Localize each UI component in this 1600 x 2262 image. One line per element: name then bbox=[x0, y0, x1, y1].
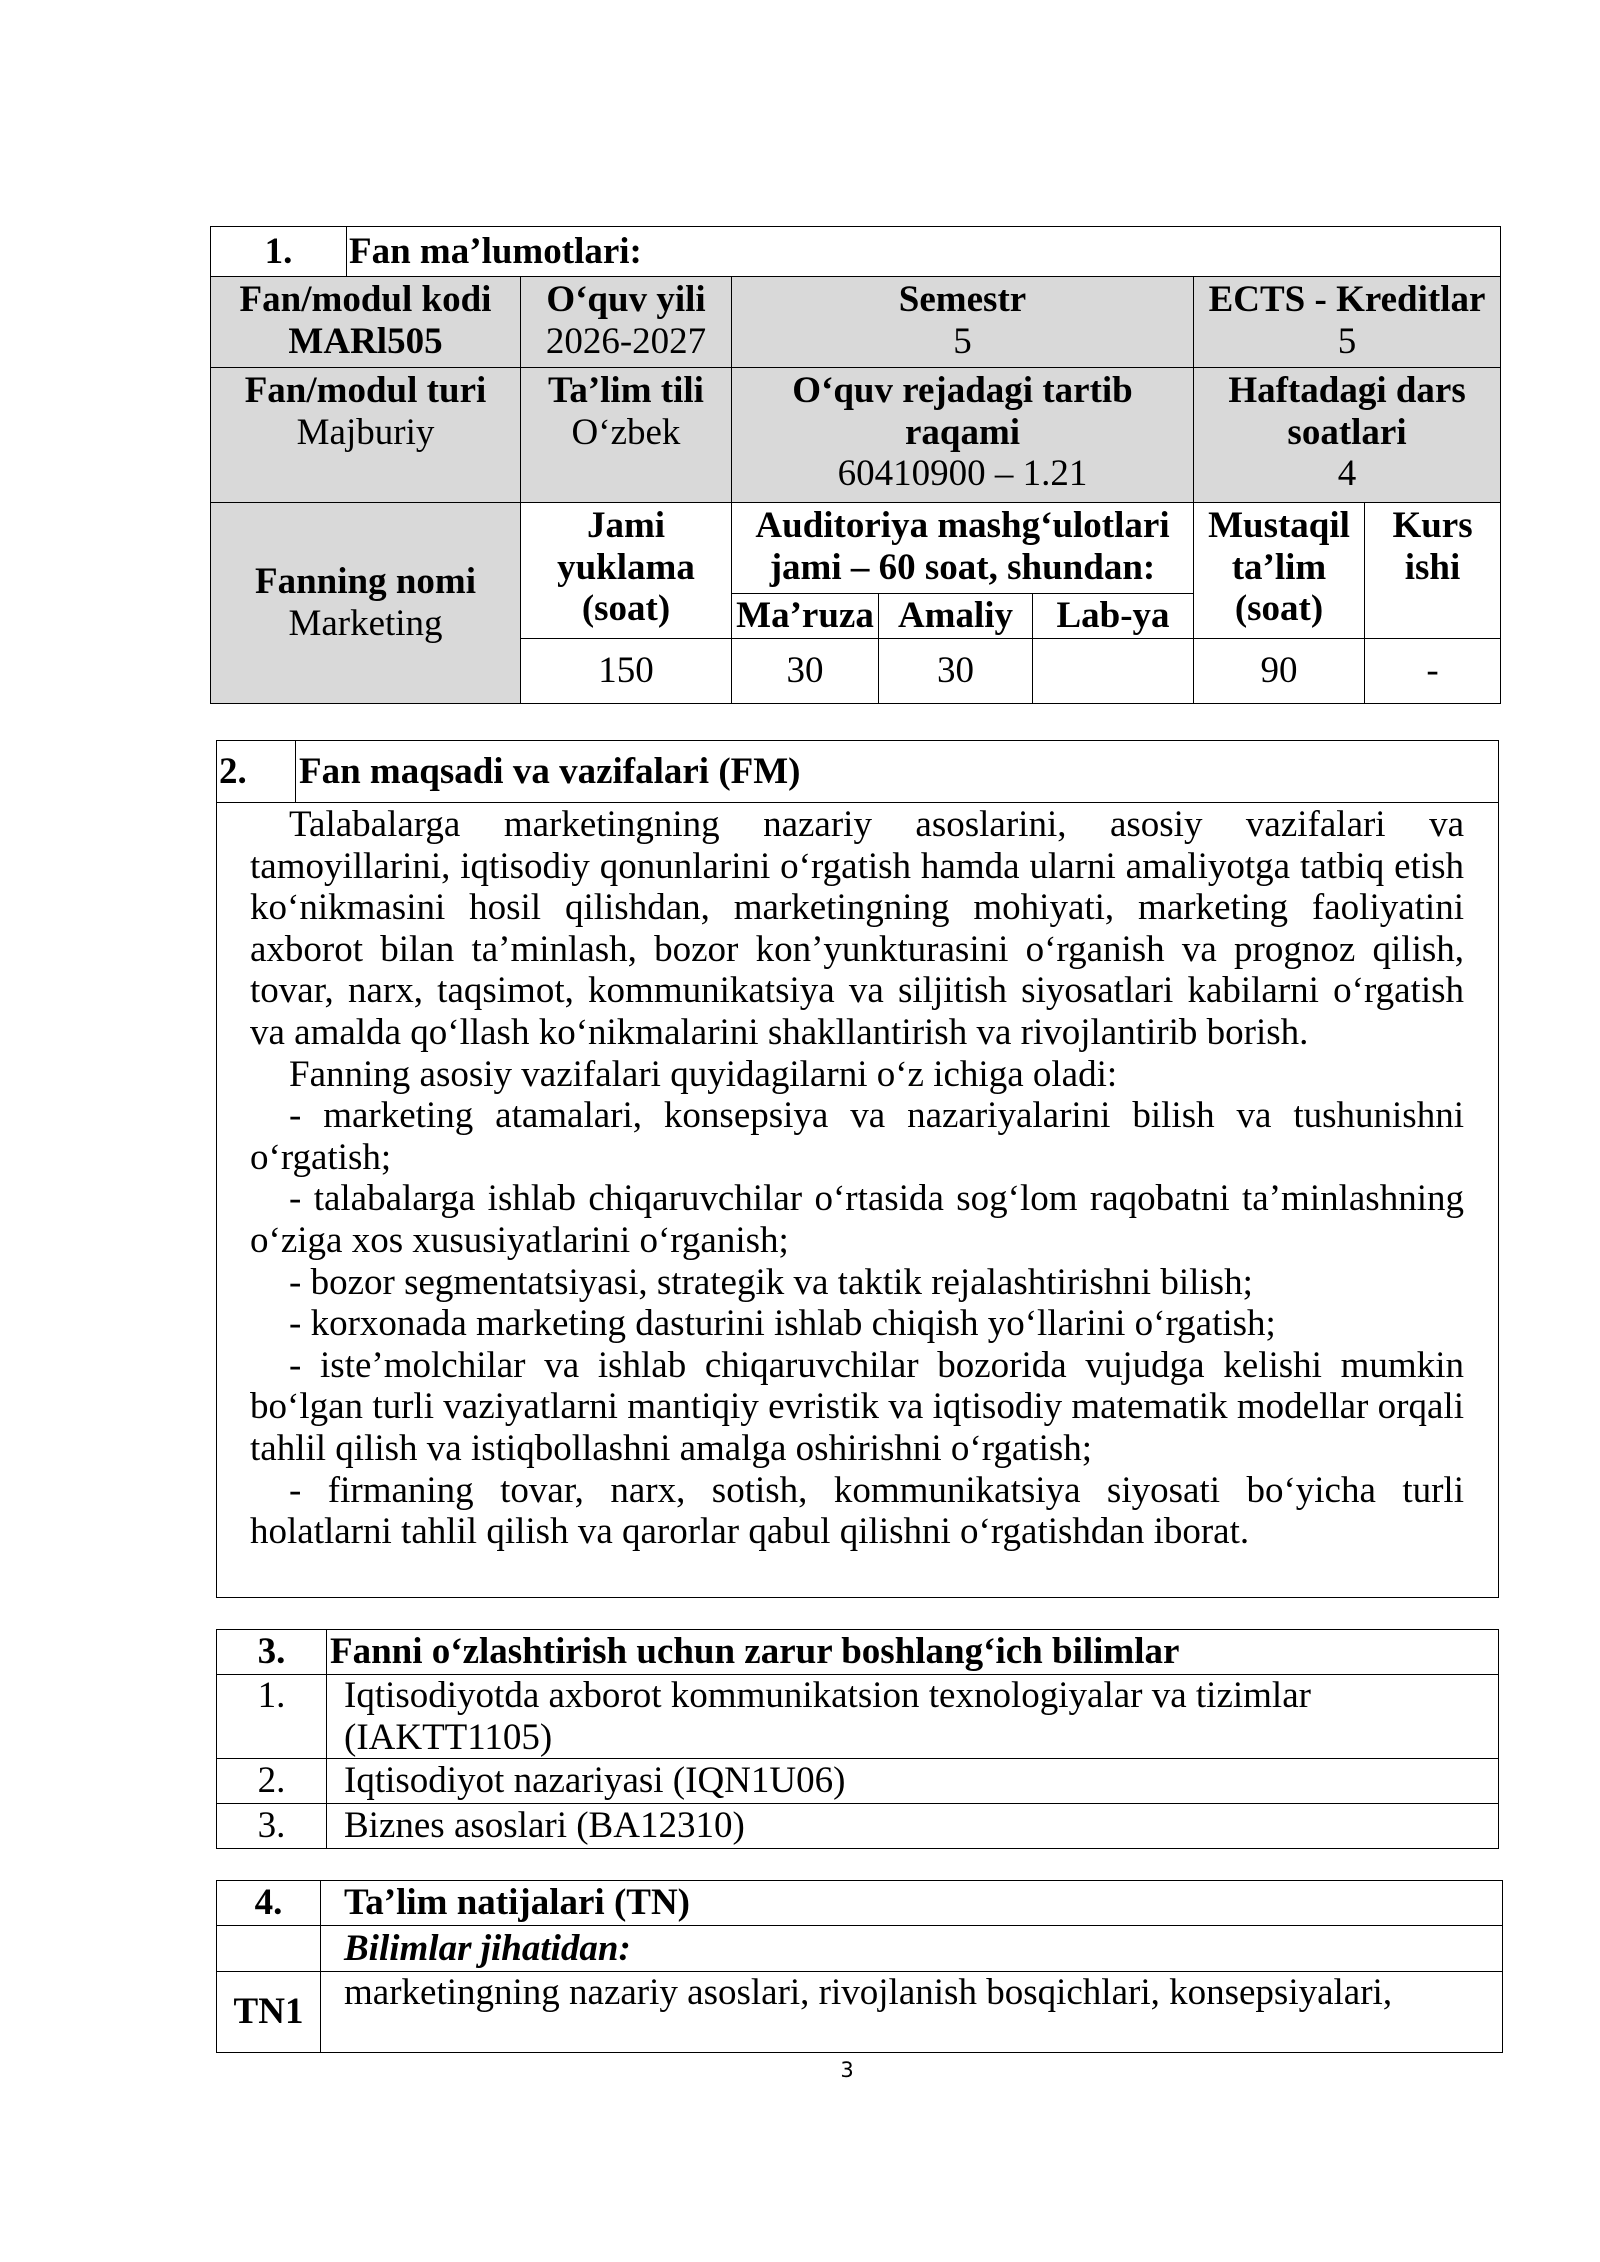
plan-number-cell bbox=[732, 368, 1194, 503]
task-list-item: - marketing atamalari, konsepsiya va nazariyalarini bilish va tushunishni o‘rgatish; bbox=[250, 1095, 1464, 1178]
course-name-value: Marketing bbox=[288, 603, 443, 644]
practical-header: Amaliy bbox=[879, 594, 1033, 639]
prerequisite-text: Iqtisodiyot nazariyasi (IQN1U06) bbox=[327, 1759, 1499, 1804]
plan-number-value: 60410900 – 1.21 bbox=[837, 453, 1088, 495]
section-title: Ta’lim natijalari (TN) bbox=[321, 1881, 1503, 1926]
objectives-table bbox=[216, 740, 1499, 1598]
learning-outcomes-table bbox=[216, 1880, 1503, 2053]
prerequisite-number: 3. bbox=[217, 1804, 327, 1849]
outcome-text: marketingning nazariy asoslari, rivojlanish bosqichlari, konsepsiyalari, bbox=[321, 1972, 1503, 2053]
academic-year-value: 2026-2027 bbox=[545, 320, 707, 362]
lab-header: Lab-ya bbox=[1033, 594, 1194, 639]
lecture-header: Ma’ruza bbox=[732, 594, 879, 639]
outcome-code: TN1 bbox=[217, 1972, 321, 2053]
lecture-hours-value: 30 bbox=[732, 639, 879, 704]
section-title: Fan ma’lumotlari: bbox=[347, 227, 1501, 277]
prerequisite-number: 1. bbox=[217, 1675, 327, 1759]
independent-study-header: Mustaqil ta’lim (soat) bbox=[1194, 503, 1365, 639]
course-info-table bbox=[210, 226, 1501, 704]
task-list-item: - korxonada marketing dasturini ishlab chiqish yo‘llarini o‘rgatish; bbox=[289, 1303, 1276, 1345]
module-code-label: Fan/modul kodi bbox=[239, 279, 492, 320]
coursework-header: Kurs ishi bbox=[1365, 503, 1501, 639]
outcomes-subheading: Bilimlar jihatidan: bbox=[321, 1926, 1503, 1972]
ects-value: 5 bbox=[1337, 320, 1357, 362]
section-number: 1. bbox=[211, 227, 347, 277]
academic-year-label: O‘quv yili bbox=[546, 279, 706, 320]
prerequisite-text: Iqtisodiyotda axborot kommunikatsion texnologiyalar va tizimlar (IAKTT1105) bbox=[327, 1675, 1499, 1759]
weekly-hours-value: 4 bbox=[1337, 453, 1357, 495]
section-title: Fan maqsadi va vazifalari (FM) bbox=[296, 741, 1499, 803]
total-hours-value: 150 bbox=[521, 639, 732, 704]
coursework-value: - bbox=[1365, 639, 1501, 704]
semester-value: 5 bbox=[953, 320, 972, 362]
task-list-item: - bozor segmentatsiyasi, strategik va taktik rejalashtirishni bilish; bbox=[289, 1261, 1253, 1303]
module-code-cell bbox=[211, 277, 521, 368]
prerequisites-table bbox=[216, 1629, 1499, 1849]
independent-hours-value: 90 bbox=[1194, 639, 1365, 704]
objectives-body bbox=[217, 803, 1499, 1598]
task-list-item: - iste’molchilar va ishlab chiqaruvchilar bozorida vujudga kelishi mumkin bo‘lgan turli vaziyatlarni mantiqiy evristik va iqtisodiy matematik modellar orqali tahlil qilish va istiqbollashni amalga oshirishni o‘rgatish; bbox=[250, 1344, 1464, 1469]
task-list-item: - firmaning tovar, narx, sotish, kommunikatsiya siyosati bo‘yicha turli holatlarni tahlil qilish va qarorlar qabul qilishni o‘rgatishdan iborat. bbox=[250, 1469, 1464, 1553]
practical-hours-value: 30 bbox=[879, 639, 1033, 704]
task-list-item: - talabalarga ishlab chiqaruvchilar o‘rtasida sog‘lom raqobatni ta’minlashning o‘ziga xos xususiyatlarini o‘rganish; bbox=[250, 1178, 1464, 1261]
prerequisite-text: Biznes asoslari (BA12310) bbox=[327, 1804, 1499, 1849]
academic-year-cell bbox=[521, 277, 732, 368]
weekly-hours-label: Haftadagi dars soatlari bbox=[1228, 370, 1466, 453]
course-name-cell bbox=[211, 503, 521, 704]
language-label: Ta’lim tili bbox=[548, 370, 704, 411]
module-code-value: MARl505 bbox=[288, 320, 443, 362]
module-type-cell bbox=[211, 368, 521, 503]
ects-label: ECTS - Kreditlar bbox=[1208, 279, 1486, 320]
total-load-header: Jami yuklama (soat) bbox=[521, 503, 732, 639]
auditorium-header: Auditoriya mashg‘ulotlari jami – 60 soat, shundan: bbox=[732, 503, 1194, 594]
language-value: O‘zbek bbox=[571, 411, 681, 453]
module-type-label: Fan/modul turi bbox=[244, 370, 487, 411]
empty-cell bbox=[217, 1926, 321, 1972]
semester-label: Semestr bbox=[898, 279, 1027, 320]
section-title: Fanni o‘zlashtirish uchun zarur boshlang‘ich bilimlar bbox=[327, 1630, 1499, 1675]
prerequisite-number: 2. bbox=[217, 1759, 327, 1804]
language-cell bbox=[521, 368, 732, 503]
course-name-label: Fanning nomi bbox=[254, 561, 477, 603]
module-type-value: Majburiy bbox=[296, 411, 435, 453]
semester-cell bbox=[732, 277, 1194, 368]
page-number: 3 bbox=[840, 2058, 854, 2083]
plan-number-label: O‘quv rejadagi tartib raqami bbox=[792, 370, 1133, 453]
objectives-paragraph: Fanning asosiy vazifalari quyidagilarni o‘z ichiga oladi: bbox=[289, 1053, 1118, 1095]
section-number: 3. bbox=[217, 1630, 327, 1675]
section-number: 2. bbox=[217, 741, 296, 803]
ects-cell bbox=[1194, 277, 1501, 368]
weekly-hours-cell bbox=[1194, 368, 1501, 503]
section-number: 4. bbox=[217, 1881, 321, 1926]
objectives-paragraph: Talabalarga marketingning nazariy asoslarini, asosiy vazifalari va tamoyillarini, iqtisodiy qonunlarini o‘rgatish hamda ularni amaliyotga tatbiq etish ko‘nikmasini hosil qilishdan, marketingning mohiyati, marketing faoliyatini axborot bilan ta’minlash, bozor kon’yunkturasini o‘rganish va prognoz qilish, tovar, narx, taqsimot, kommunikatsiya va siljitish siyosatlari kabilarni o‘rgatish va amalda qo‘llash ko‘nikmalarini shakllantirish va rivojlantirib borish. bbox=[250, 804, 1464, 1053]
lab-hours-value bbox=[1033, 639, 1194, 704]
